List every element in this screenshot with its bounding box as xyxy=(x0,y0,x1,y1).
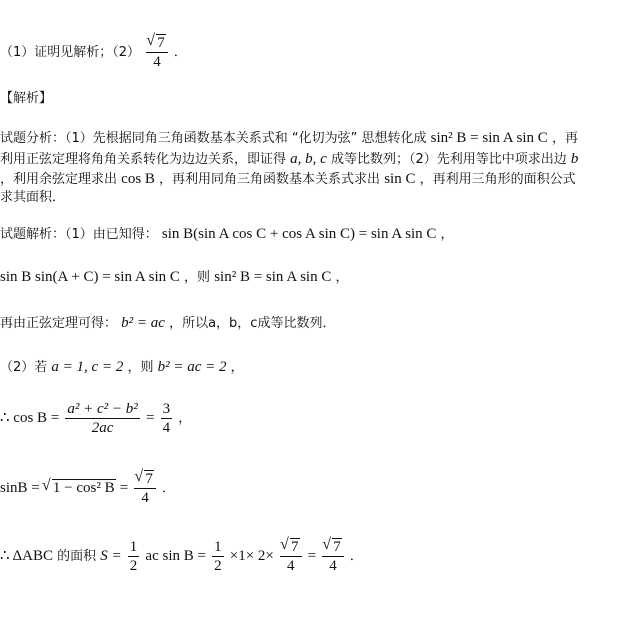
analysis-heading: 【解析】 xyxy=(0,91,53,106)
sin-value-fraction: √ $\frac{7}{4}$ xyxy=(134,470,156,507)
analysis-line-1: 试题分析：（1）先根据同角三角函数基本关系式和 “化切为弦” 思想转化成 sin² B = sin A sin C ，再 xyxy=(0,130,578,146)
answer-part1: （1）证明见解析；（2） xyxy=(0,45,141,60)
cos-value-fraction: $\frac{3}{4}$ xyxy=(162,401,171,436)
answer-line xyxy=(0,34,187,71)
answer-end: ． xyxy=(173,45,187,60)
solution-line-3: 再由正弦定理可得： b² = ac ，所以a，b，c成等比数列． xyxy=(0,315,336,331)
analysis-line-2: 利用正弦定理将角角关系转化为边边关系，即证得 a, b, c 成等比数列；（2）先利用等比中项求出边 b xyxy=(0,151,579,167)
sqrt-expression: √ 1 − cos² B xyxy=(44,479,116,497)
half-fraction-2: $\frac{1}{2}$ xyxy=(214,539,222,574)
analysis-line-3: ，利用余弦定理求出 cos B ，再利用同角三角函数基本关系式求出 sin C ，再利用三角形的面积公式 xyxy=(0,171,576,187)
analysis-line-4: 求其面积． xyxy=(0,190,66,205)
sqrt7-over-4-b: √ $\frac{7}{4}$ xyxy=(322,538,344,575)
solution-line-2: sin B sin(A + C) = sin A sin C ，则 sin² B = sin A sin C ， xyxy=(0,269,349,285)
half-fraction-1: $\frac{1}{2}$ xyxy=(129,539,138,574)
answer-fraction: √ $\frac{7}{4}$ xyxy=(146,34,168,71)
solution-line-7: ∴ ΔABC 的面积 S = $\frac{1}{2}$ ac sin B = $\frac{1}{2}$ ×1× 2× √ $\frac{7}{4}$ = √ $\frac{7}{4}$ ． xyxy=(0,538,363,575)
cos-fraction: $\frac{\text{a² + c² − b²}}{2ac}$ xyxy=(67,401,138,436)
solution-line-5: ∴ cos B = $\frac{\text{a² + c² − b²}}{2ac}$ = $\frac{3}{4}$ ， xyxy=(0,401,192,436)
solution-line-6: sinB = √ 1 − cos² B = √ $\frac{7}{4}$ ． xyxy=(0,470,175,507)
solution-line-1: 试题解析：（1）由已知得： sin B(sin A cos C + cos A sin C) = sin A sin C ， xyxy=(0,226,454,242)
solution-line-4: （2）若 a = 1, c = 2 ，则 b² = ac = 2 ， xyxy=(0,359,244,375)
sqrt-symbol: √ 7 xyxy=(148,34,166,52)
sqrt7-over-4-a: √ $\frac{7}{4}$ xyxy=(280,538,302,575)
